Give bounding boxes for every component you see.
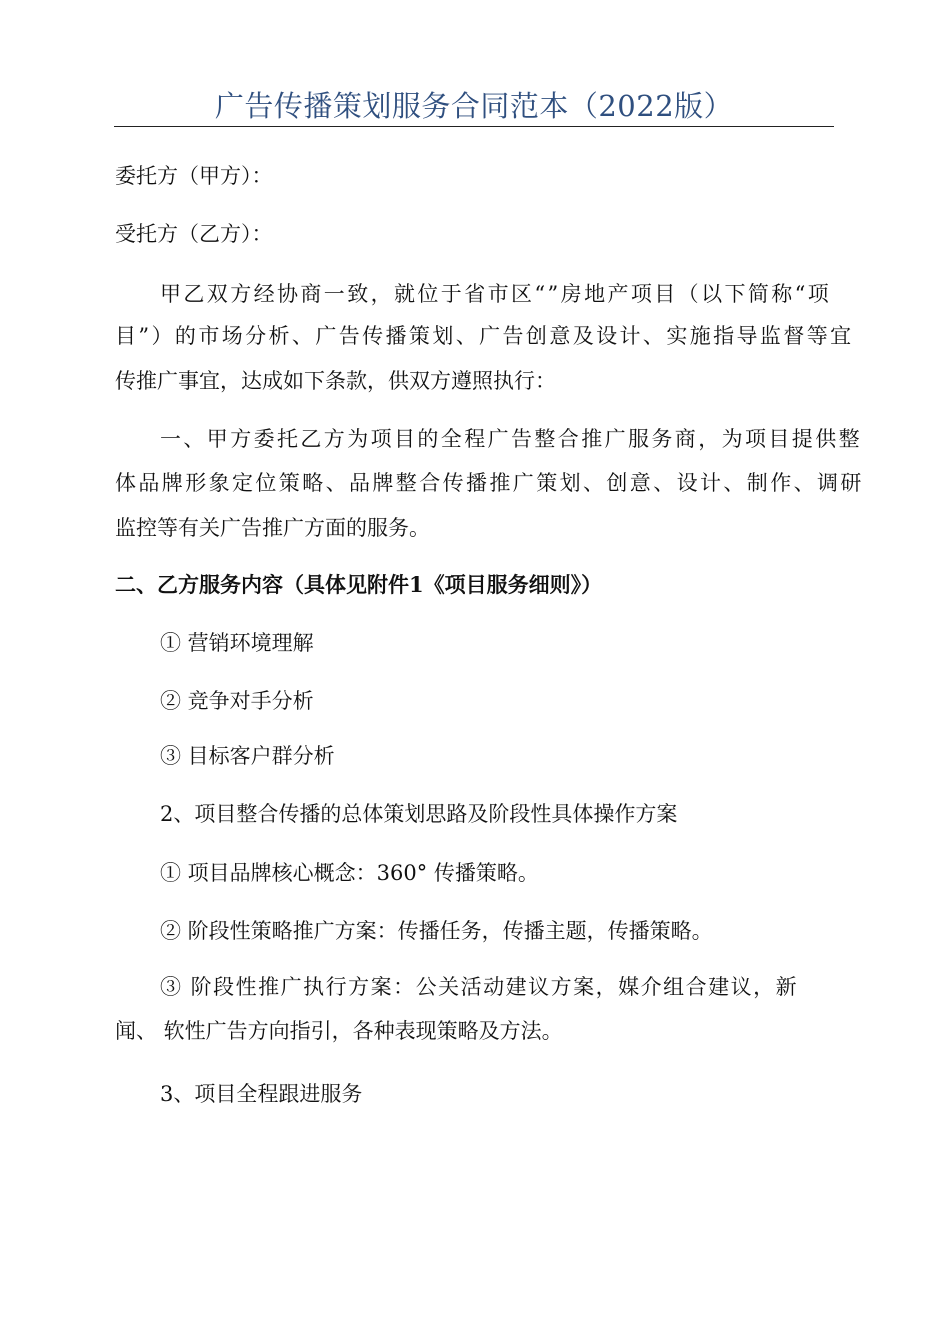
clause1-line-1: 一、甲方委托乙方为项目的全程广告整合推广服务商，为项目提供整: [160, 427, 862, 451]
list-item-customer: ③ 目标客户群分析: [160, 744, 335, 768]
list-item-brand-concept: ① 项目品牌核心概念：360° 传播策略。: [160, 861, 539, 885]
clause2-heading: 二、乙方服务内容（具体见附件1《项目服务细则》）: [115, 572, 603, 597]
intro-line-1: 甲乙双方经协商一致，就位于省市区“”房地产项目（以下简称“项: [160, 282, 832, 306]
intro-line-2: 目”）的市场分析、广告传播策划、广告创意及设计、实施指导监督等宜: [115, 324, 854, 348]
list-item-execution-line-1: ③ 阶段性推广执行方案：公关活动建议方案，媒介组合建议，新: [160, 975, 799, 999]
party-a-label: 委托方（甲方）：: [115, 164, 273, 188]
section-3-heading: 3、项目全程跟进服务: [160, 1082, 363, 1106]
list-item-market: ① 营销环境理解: [160, 631, 314, 655]
clause1-line-2: 体品牌形象定位策略、品牌整合传播推广策划、创意、设计、制作、调研: [115, 471, 864, 495]
document-title: 广告传播策划服务合同范本（2022版）: [214, 89, 734, 123]
list-item-execution-line-2: 闻、 软性广告方向指引，各种表现策略及方法。: [115, 1019, 563, 1043]
section-2-heading: 2、项目整合传播的总体策划思路及阶段性具体操作方案: [160, 802, 678, 826]
clause1-line-3: 监控等有关广告推广方面的服务。: [115, 516, 430, 540]
intro-line-3: 传推广事宜，达成如下条款，供双方遵照执行：: [115, 369, 556, 393]
list-item-competitor: ② 竞争对手分析: [160, 689, 314, 713]
title-block: [114, 86, 834, 127]
party-b-label: 受托方（乙方）：: [115, 222, 273, 246]
list-item-stage-strategy: ② 阶段性策略推广方案：传播任务，传播主题，传播策略。: [160, 919, 713, 943]
